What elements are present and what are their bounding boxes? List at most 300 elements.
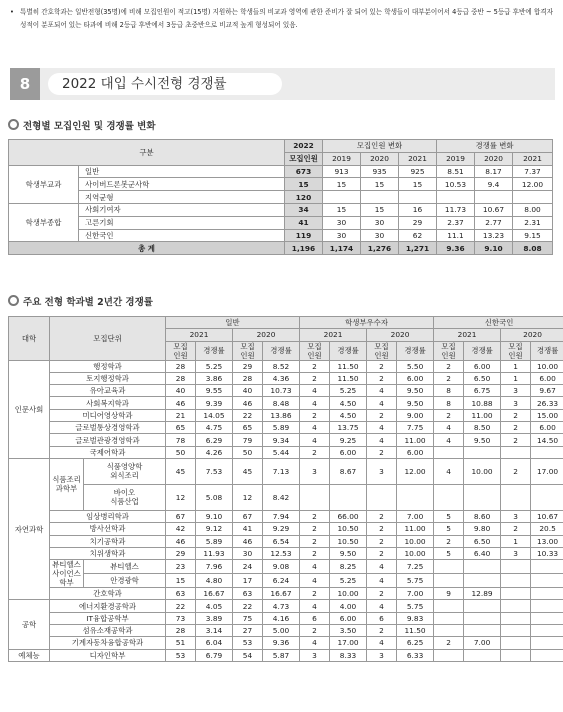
value-cell: [464, 560, 501, 574]
header-ratio-change: 경쟁률 변화: [437, 140, 553, 153]
value-cell: [531, 612, 563, 624]
unit-cell: 치위생학과: [50, 547, 166, 559]
value-cell: [464, 484, 501, 510]
value-cell: [531, 560, 563, 574]
value-cell: 15: [361, 203, 399, 216]
value-cell: 15: [361, 178, 399, 191]
header-student: 학생부우수자: [300, 317, 434, 329]
value-cell: 935: [361, 165, 399, 178]
type-cell: 일반: [79, 165, 285, 178]
value-cell: 13.86: [263, 409, 300, 421]
value-cell: 6.00: [397, 446, 434, 458]
value-cell: 2: [367, 510, 397, 522]
value-cell: [434, 649, 464, 661]
table-row: [9, 649, 563, 661]
value-cell: 2.31: [513, 216, 553, 229]
value-cell: 4: [367, 397, 397, 409]
table-row: [9, 612, 563, 624]
header-quota-change: 모집인원 변화: [323, 140, 437, 153]
value-cell: [437, 191, 475, 204]
value-cell: 9.67: [531, 385, 563, 397]
value-cell: 4: [434, 458, 464, 484]
value-cell: 29: [399, 216, 437, 229]
year-header: 2020: [367, 329, 434, 341]
value-cell: 7.00: [397, 510, 434, 522]
value-cell: [464, 625, 501, 637]
value-cell: 50: [233, 446, 263, 458]
value-cell: 12.53: [263, 547, 300, 559]
value-cell: 8.00: [513, 203, 553, 216]
value-cell: 9.08: [263, 560, 300, 574]
value-cell: 3: [501, 510, 531, 522]
table-row: [9, 574, 563, 588]
value-cell: 4: [367, 574, 397, 588]
value-cell: 4: [367, 385, 397, 397]
unit-cell: 섬유소재공학과: [50, 625, 166, 637]
value-cell: 40: [233, 385, 263, 397]
value-cell: 16.67: [263, 588, 300, 600]
value-cell: 2: [501, 422, 531, 434]
unit-cell: IT융합공학부: [50, 612, 166, 624]
value-cell: 2: [300, 446, 330, 458]
value-cell: 9.50: [397, 397, 434, 409]
value-cell: 30: [323, 216, 361, 229]
value-cell: 2: [300, 535, 330, 547]
table-row: [9, 588, 563, 600]
value-cell: 8.60: [464, 510, 501, 522]
value-cell: 6.75: [464, 385, 501, 397]
header-ratio: 경쟁률: [263, 341, 300, 360]
value-cell: 9.34: [263, 434, 300, 446]
value-cell: 5.50: [397, 360, 434, 372]
value-cell: 8: [434, 385, 464, 397]
year-header: 2020: [233, 329, 300, 341]
table-row: [9, 547, 563, 559]
value-cell: 4.36: [263, 372, 300, 384]
value-cell: 40: [166, 385, 196, 397]
value-cell: 6.00: [531, 422, 563, 434]
value-cell: 5: [434, 547, 464, 559]
year-header: 2020: [501, 329, 563, 341]
value-cell: [397, 484, 434, 510]
value-cell: [531, 574, 563, 588]
value-cell: 8.17: [475, 165, 513, 178]
bullet: •: [10, 8, 14, 16]
type-cell: 사이버드론봇군사학: [79, 178, 285, 191]
value-cell: 6.25: [397, 637, 434, 649]
value-cell: 4: [434, 422, 464, 434]
value-cell: 8.33: [330, 649, 367, 661]
value-cell: 46: [233, 535, 263, 547]
value-cell: 5.87: [263, 649, 300, 661]
unit-cell: 사회복지학과: [50, 397, 166, 409]
unit-cell: 미디어영상학과: [50, 409, 166, 421]
value-cell: 8.67: [330, 458, 367, 484]
value-cell: 4: [300, 385, 330, 397]
value-cell: 5: [434, 523, 464, 535]
value-cell: 28: [166, 360, 196, 372]
value-cell: 2: [434, 360, 464, 372]
value-cell: 3: [367, 458, 397, 484]
total-row: [9, 242, 553, 255]
value-cell: 79: [233, 434, 263, 446]
value-cell: 3.14: [196, 625, 233, 637]
value-cell: 1: [501, 360, 531, 372]
year-header: 2019: [323, 152, 361, 165]
value-cell: 4: [300, 434, 330, 446]
value-cell: 2: [434, 535, 464, 547]
table-row: [9, 523, 563, 535]
value-cell: 9.50: [397, 385, 434, 397]
value-cell: 6.50: [464, 372, 501, 384]
value-cell: 66.00: [330, 510, 367, 522]
table-row: [9, 385, 563, 397]
value-cell: 9.36: [263, 637, 300, 649]
value-cell: 16.67: [196, 588, 233, 600]
intro-text: 특별히 간호학과는 일반전형(35명)에 비해 모집인원이 적고(15명) 지원하는 학생들의 비교과 영역에 관한 준비가 잘 되어 있는 학생들이 대부분이어서 4등급 중반 ~ 5등급 후반에 합격자 성적이 분포되어 있는 타과에 비해 2등급 후반에서 3등급 초중반으로 비교적 높게 형성되어 있음.: [20, 8, 553, 29]
value-cell: 75: [233, 612, 263, 624]
value-cell: 67: [233, 510, 263, 522]
value-cell: 65: [233, 422, 263, 434]
value-cell: 78: [166, 434, 196, 446]
value-cell: 2: [367, 535, 397, 547]
value-cell: [501, 588, 531, 600]
value-cell: 7.75: [397, 422, 434, 434]
unit-cell: 유아교육과: [50, 385, 166, 397]
value-cell: 12.89: [464, 588, 501, 600]
value-cell: 46: [166, 397, 196, 409]
header-ratio: 경쟁률: [531, 341, 563, 360]
value-cell: 29: [233, 360, 263, 372]
value-cell: [531, 625, 563, 637]
value-cell: 28: [233, 372, 263, 384]
unit-cell: 에너지환경공학과: [50, 600, 166, 612]
header-ratio: 경쟁률: [397, 341, 434, 360]
table-row: [9, 535, 563, 547]
value-cell: 5.75: [397, 574, 434, 588]
unit-cell: 안경광학: [84, 574, 166, 588]
value-cell: 10.73: [263, 385, 300, 397]
subsection-title-2: 주요 전형 학과별 2년간 경쟁률: [8, 294, 153, 308]
value-cell: 9.00: [397, 409, 434, 421]
value-cell: 2: [434, 637, 464, 649]
value-cell: 11.1: [437, 229, 475, 242]
value-cell: 3: [367, 649, 397, 661]
value-cell: [434, 560, 464, 574]
value-cell: 9.12: [196, 523, 233, 535]
value-cell: 4: [367, 422, 397, 434]
value-cell: 8.42: [263, 484, 300, 510]
value-cell: 46: [166, 535, 196, 547]
value-cell: [501, 484, 531, 510]
value-cell: 10.50: [330, 535, 367, 547]
header-unit: 모집단위: [50, 317, 166, 361]
unit-cell: 글로벌통상경영학과: [50, 422, 166, 434]
value-cell: 6.29: [196, 434, 233, 446]
value-cell: 12.00: [397, 458, 434, 484]
value-cell: 63: [166, 588, 196, 600]
value-cell: 6.79: [196, 649, 233, 661]
section-header: [10, 68, 555, 100]
table-row: [9, 446, 563, 458]
header-gubun: 구분: [9, 140, 285, 166]
value-cell: 4: [300, 560, 330, 574]
unit-cell: 디자인학부: [50, 649, 166, 661]
value-cell: 3: [300, 649, 330, 661]
value-cell: 9.50: [330, 547, 367, 559]
college-cell: 인문사회: [9, 360, 50, 458]
value-cell: 23: [166, 560, 196, 574]
value-cell: 4.26: [196, 446, 233, 458]
value-cell: 2: [300, 372, 330, 384]
value-cell: 10.00: [397, 535, 434, 547]
value-cell: 3: [501, 397, 531, 409]
table-row: [9, 484, 563, 510]
value-cell: 46: [233, 397, 263, 409]
value-cell: [501, 625, 531, 637]
value-cell: [323, 191, 361, 204]
total-value: 1,276: [361, 242, 399, 255]
value-cell: 6.00: [464, 360, 501, 372]
type-cell: 신한국인: [79, 229, 285, 242]
value-cell: [531, 649, 563, 661]
value-cell: 2: [367, 523, 397, 535]
value-cell: 10.53: [437, 178, 475, 191]
value-cell: 11.00: [397, 434, 434, 446]
header-ratio: 경쟁률: [330, 341, 367, 360]
value-cell: 2: [501, 409, 531, 421]
department-ratio-table: [8, 316, 563, 662]
quota-cell: 15: [285, 178, 323, 191]
value-cell: 9.25: [330, 434, 367, 446]
type-cell: 고른기회: [79, 216, 285, 229]
value-cell: 4: [367, 560, 397, 574]
value-cell: 73: [166, 612, 196, 624]
value-cell: [501, 560, 531, 574]
value-cell: 6.40: [464, 547, 501, 559]
value-cell: 15: [323, 203, 361, 216]
value-cell: 10.67: [531, 510, 563, 522]
header-general: 일반: [166, 317, 300, 329]
value-cell: 4: [367, 600, 397, 612]
quota-cell: 120: [285, 191, 323, 204]
table-row: [9, 625, 563, 637]
value-cell: 5.89: [263, 422, 300, 434]
table-row: [9, 203, 553, 216]
value-cell: [434, 600, 464, 612]
year-header: 2020: [361, 152, 399, 165]
value-cell: 10.33: [531, 547, 563, 559]
table-row: [9, 409, 563, 421]
value-cell: 4: [367, 637, 397, 649]
value-cell: 5.00: [263, 625, 300, 637]
value-cell: 7.13: [263, 458, 300, 484]
subgroup-cell: 뷰티헬스 사이언스학부: [50, 560, 84, 588]
intro-paragraph: [10, 6, 555, 32]
value-cell: 8.25: [330, 560, 367, 574]
unit-cell: 방사선학과: [50, 523, 166, 535]
table-row: [9, 422, 563, 434]
quota-cell: 119: [285, 229, 323, 242]
value-cell: 6.54: [263, 535, 300, 547]
value-cell: 11.93: [196, 547, 233, 559]
table-row: [9, 637, 563, 649]
value-cell: 10.88: [464, 397, 501, 409]
value-cell: [434, 612, 464, 624]
value-cell: 22: [166, 600, 196, 612]
value-cell: 14.50: [531, 434, 563, 446]
value-cell: 21: [166, 409, 196, 421]
value-cell: 15: [166, 574, 196, 588]
year-header: 2021: [300, 329, 367, 341]
value-cell: 10.00: [531, 360, 563, 372]
value-cell: 2: [300, 409, 330, 421]
circle-bullet-icon: [8, 295, 19, 306]
value-cell: 9.10: [196, 510, 233, 522]
table-row: [9, 458, 563, 484]
value-cell: 6: [300, 612, 330, 624]
value-cell: 5.25: [196, 360, 233, 372]
value-cell: 9.50: [464, 434, 501, 446]
value-cell: [531, 446, 563, 458]
value-cell: 5.75: [397, 600, 434, 612]
unit-cell: 글로벌관광경영학과: [50, 434, 166, 446]
value-cell: 16: [399, 203, 437, 216]
value-cell: 11.50: [330, 360, 367, 372]
value-cell: 12: [166, 484, 196, 510]
value-cell: 9.15: [513, 229, 553, 242]
value-cell: 6.00: [330, 446, 367, 458]
value-cell: 4: [300, 637, 330, 649]
year-header: 2019: [437, 152, 475, 165]
value-cell: [434, 574, 464, 588]
value-cell: 7.94: [263, 510, 300, 522]
value-cell: 6.00: [397, 372, 434, 384]
section-number: 8: [10, 68, 40, 100]
value-cell: 50: [166, 446, 196, 458]
value-cell: 4.75: [196, 422, 233, 434]
value-cell: 8.51: [437, 165, 475, 178]
value-cell: 2: [367, 372, 397, 384]
value-cell: [367, 484, 397, 510]
value-cell: 11.50: [330, 372, 367, 384]
subgroup-cell: 식품조리 과학부: [50, 458, 84, 510]
value-cell: 2: [367, 588, 397, 600]
value-cell: [434, 446, 464, 458]
value-cell: 12: [233, 484, 263, 510]
value-cell: 4: [300, 574, 330, 588]
value-cell: 11.50: [397, 625, 434, 637]
value-cell: 6.33: [397, 649, 434, 661]
value-cell: 2: [501, 458, 531, 484]
table-row: [9, 178, 553, 191]
value-cell: 3.86: [196, 372, 233, 384]
value-cell: 24: [233, 560, 263, 574]
value-cell: 5.25: [330, 385, 367, 397]
value-cell: 7.96: [196, 560, 233, 574]
value-cell: 4: [367, 434, 397, 446]
subsection-title-1: 전형별 모집인원 및 경쟁률 변화: [8, 118, 156, 132]
value-cell: 4.50: [330, 397, 367, 409]
value-cell: 2: [367, 547, 397, 559]
value-cell: 1: [501, 535, 531, 547]
quota-cell: 673: [285, 165, 323, 178]
unit-cell: 토지행정학과: [50, 372, 166, 384]
value-cell: 67: [166, 510, 196, 522]
value-cell: [300, 484, 330, 510]
value-cell: 12.00: [513, 178, 553, 191]
total-quota: 1,196: [285, 242, 323, 255]
college-cell: 공학: [9, 600, 50, 649]
header-quota: 모집 인원: [300, 341, 330, 360]
unit-cell: 식품영양학 외식조리: [84, 458, 166, 484]
value-cell: 13.75: [330, 422, 367, 434]
value-cell: 15.00: [531, 409, 563, 421]
value-cell: 26.33: [531, 397, 563, 409]
value-cell: 11.00: [464, 409, 501, 421]
value-cell: 63: [233, 588, 263, 600]
value-cell: 2: [367, 446, 397, 458]
value-cell: 4: [300, 600, 330, 612]
total-value: 9.36: [437, 242, 475, 255]
year-header: 2021: [166, 329, 233, 341]
value-cell: [434, 484, 464, 510]
value-cell: [361, 191, 399, 204]
header-quota: 모집 인원: [434, 341, 464, 360]
value-cell: 925: [399, 165, 437, 178]
year-header: 2021: [434, 329, 501, 341]
value-cell: 5.25: [330, 574, 367, 588]
value-cell: 4: [434, 434, 464, 446]
header-quota: 모집 인원: [501, 341, 531, 360]
table-row: [9, 216, 553, 229]
value-cell: 15: [399, 178, 437, 191]
unit-cell: 행정학과: [50, 360, 166, 372]
value-cell: 2: [300, 588, 330, 600]
header-quota: 모집 인원: [367, 341, 397, 360]
value-cell: 9.55: [196, 385, 233, 397]
header-quota: 모집 인원: [233, 341, 263, 360]
value-cell: 17.00: [531, 458, 563, 484]
table-row: [9, 600, 563, 612]
college-cell: 자연과학: [9, 458, 50, 599]
value-cell: 7.53: [196, 458, 233, 484]
value-cell: [531, 637, 563, 649]
value-cell: 28: [166, 625, 196, 637]
value-cell: 30: [361, 216, 399, 229]
value-cell: 53: [166, 649, 196, 661]
value-cell: 2: [501, 523, 531, 535]
value-cell: 6: [367, 612, 397, 624]
table-row: [9, 397, 563, 409]
value-cell: 2: [300, 360, 330, 372]
total-value: 8.08: [513, 242, 553, 255]
value-cell: 4.16: [263, 612, 300, 624]
header-quota: 모집인원: [285, 152, 323, 165]
unit-cell: 간호학과: [50, 588, 166, 600]
value-cell: 3: [501, 547, 531, 559]
value-cell: 20.5: [531, 523, 563, 535]
value-cell: 9.80: [464, 523, 501, 535]
value-cell: 17: [233, 574, 263, 588]
value-cell: 45: [166, 458, 196, 484]
table-row: [9, 229, 553, 242]
header-ratio: 경쟁률: [464, 341, 501, 360]
value-cell: 4.50: [330, 409, 367, 421]
value-cell: 14.05: [196, 409, 233, 421]
value-cell: 2: [501, 434, 531, 446]
value-cell: 28: [166, 372, 196, 384]
